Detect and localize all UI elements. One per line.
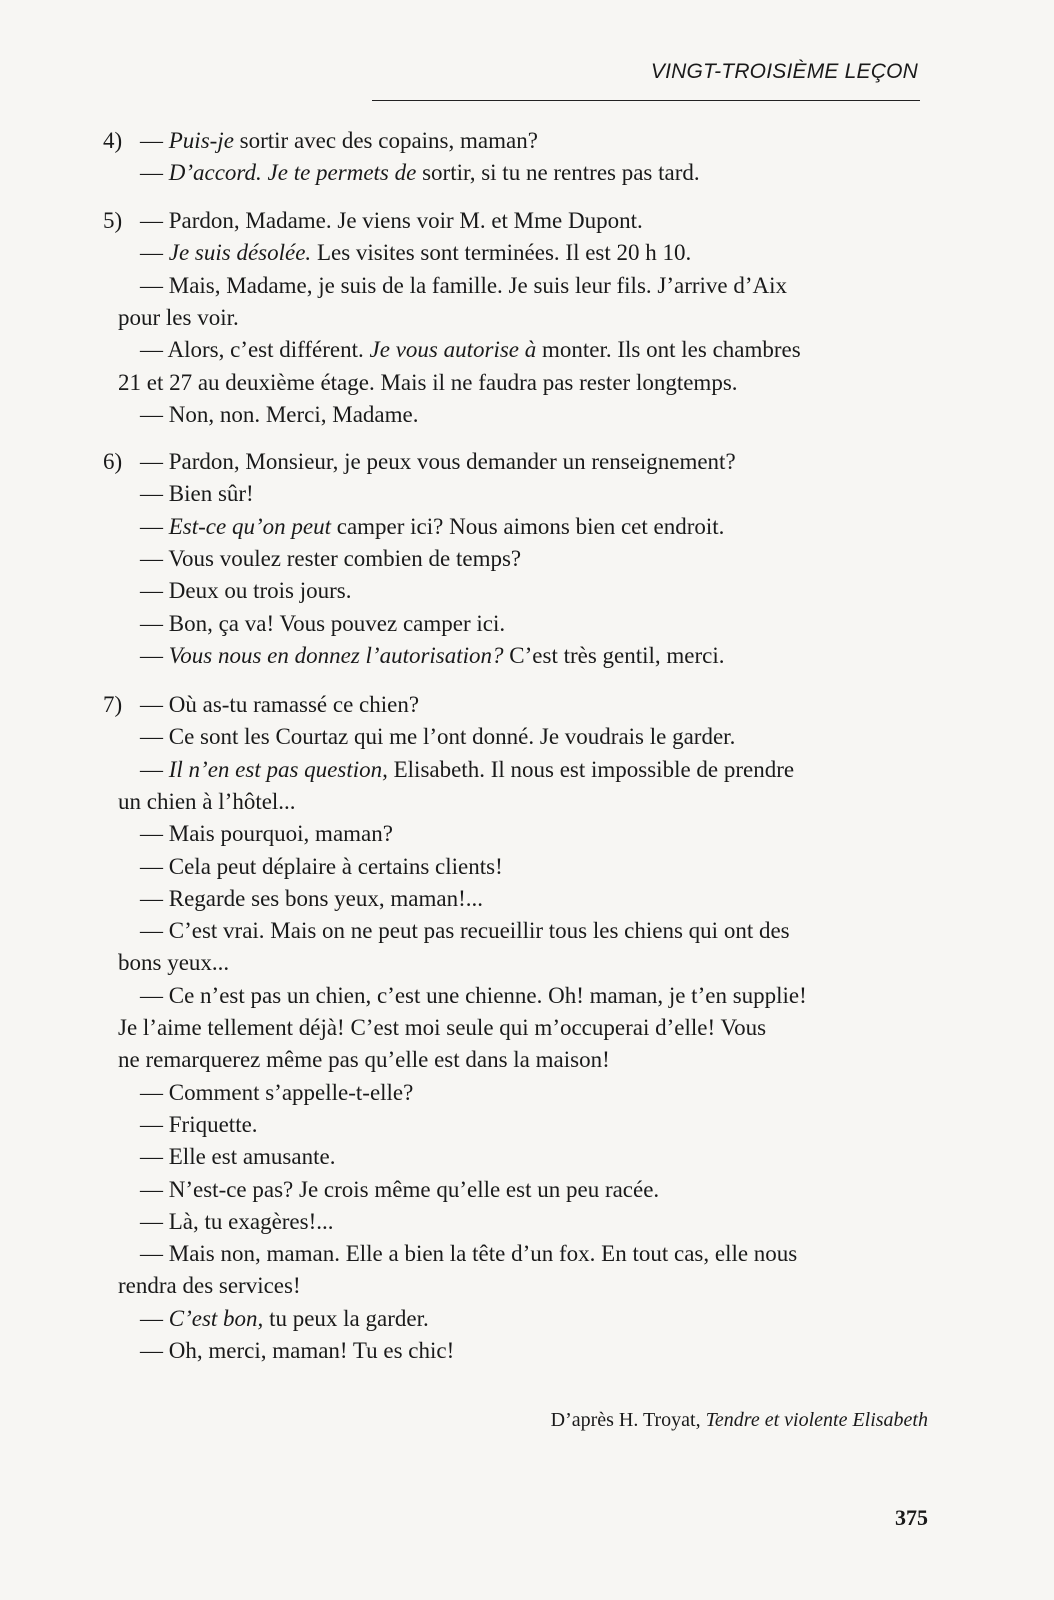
- text-run: Bien sûr!: [168, 481, 254, 507]
- dialogue-line: [140, 1338, 454, 1364]
- text-run: Mais pourquoi, maman?: [168, 821, 393, 847]
- text-run: Bon, ça va! Vous pouvez camper ici.: [168, 610, 506, 636]
- dialogue-continuation: un chien à l’hôtel...: [118, 788, 296, 814]
- dialogue-line: [140, 1209, 334, 1235]
- dialogue-continuation: pour les voir.: [118, 304, 239, 330]
- dialogue-line: [140, 1112, 258, 1138]
- text-run: monter. Ils ont les chambres: [536, 337, 801, 363]
- exercise-number: 6): [103, 449, 123, 474]
- dialogue-line: [140, 337, 801, 363]
- dialogue-dash: —: [140, 1144, 169, 1170]
- text-run: Friquette.: [168, 1111, 258, 1137]
- dialogue-dash: —: [140, 208, 169, 233]
- text-run: C’est vrai. Mais on ne peut pas recueillir tous les chiens qui ont des: [168, 918, 790, 944]
- dialogue-line: [140, 821, 393, 847]
- dialogue-continuation: rendra des services!: [118, 1273, 301, 1299]
- dialogue-dash: —: [140, 853, 169, 879]
- text-run: Cela peut déplaire à certains clients!: [168, 853, 503, 879]
- text-run: N’est-ce pas? Je crois même qu’elle est un peu racée.: [168, 1176, 660, 1202]
- dialogue-line: [140, 546, 521, 572]
- dialogue-line: [140, 757, 794, 783]
- dialogue-dash: —: [140, 513, 169, 539]
- dialogue-dash: —: [140, 337, 168, 363]
- dialogue-dash: —: [140, 885, 169, 911]
- dialogue-line: [140, 1306, 429, 1332]
- dialogue-line: [140, 160, 700, 186]
- dialogue-continuation: 21 et 27 au deuxième étage. Mais il ne faudra pas rester longtemps.: [118, 369, 738, 395]
- italic-phrase: C’est bon,: [168, 1305, 264, 1331]
- dialogue-line: [103, 692, 420, 718]
- attribution-work: Tendre et violente Elisabeth: [705, 1409, 928, 1431]
- dialogue-line: [140, 1144, 335, 1170]
- dialogue-dash: —: [140, 578, 169, 604]
- dialogue-dash: —: [140, 240, 169, 266]
- text-run: Là, tu exagères!...: [168, 1208, 334, 1234]
- dialogue-dash: —: [140, 1241, 169, 1267]
- text-run: Mais, Madame, je suis de la famille. Je suis leur fils. J’arrive d’Aix: [168, 272, 788, 298]
- text-run: Comment s’appelle-t-elle?: [168, 1079, 414, 1105]
- dialogue-dash: —: [140, 982, 169, 1008]
- text-run: Pardon, Monsieur, je peux vous demander un renseignement?: [168, 449, 736, 474]
- exercise-number: 5): [103, 208, 123, 233]
- dialogue-dash: —: [140, 128, 169, 153]
- dialogue-line: [140, 643, 725, 669]
- exercise-number: 4): [103, 128, 123, 153]
- text-run: Où as-tu ramassé ce chien?: [168, 692, 420, 717]
- text-run: Vous voulez rester combien de temps?: [168, 545, 522, 571]
- dialogue-dash: —: [140, 1079, 169, 1105]
- dialogue-dash: —: [140, 449, 169, 474]
- page-number: 375: [895, 1505, 928, 1530]
- text-run: Oh, merci, maman! Tu es chic!: [168, 1338, 455, 1363]
- italic-phrase: Je suis désolée.: [168, 240, 312, 266]
- text-run: Elisabeth. Il nous est impossible de prendre: [387, 756, 795, 782]
- dialogue-line: [103, 128, 538, 154]
- dialogue-line: [140, 1080, 413, 1106]
- dialogue-line: [140, 578, 351, 604]
- italic-phrase: Puis-je: [168, 128, 234, 153]
- attribution: [551, 1409, 928, 1432]
- dialogue-dash: —: [140, 692, 169, 717]
- dialogue-continuation: ne remarquerez même pas qu’elle est dans la maison!: [118, 1047, 610, 1073]
- text-run: Pardon, Madame. Je viens voir M. et Mme Dupont.: [168, 208, 643, 233]
- dialogue-line: [103, 208, 643, 234]
- dialogue-line: [140, 273, 787, 299]
- text-run: sortir, si tu ne rentres pas tard.: [416, 160, 700, 186]
- dialogue-line: [140, 240, 691, 266]
- text-run: tu peux la garder.: [263, 1305, 429, 1331]
- dialogue-continuation: Je l’aime tellement déjà! C’est moi seule qui m’occuperai d’elle! Vous: [118, 1015, 767, 1040]
- dialogue-dash: —: [140, 545, 169, 571]
- dialogue-line: [140, 1241, 797, 1267]
- text-run: Elle est amusante.: [168, 1144, 336, 1170]
- dialogue-dash: —: [140, 724, 169, 750]
- dialogue-dash: —: [140, 1208, 169, 1234]
- dialogue-dash: —: [140, 1111, 169, 1137]
- dialogue-continuation: bons yeux...: [118, 950, 230, 976]
- italic-phrase: Je vous autorise à: [369, 337, 537, 363]
- italic-phrase: Vous nous en donnez l’autorisation?: [168, 642, 504, 668]
- text-run: Alors, c’est différent.: [167, 337, 370, 363]
- dialogue-dash: —: [140, 1176, 169, 1202]
- dialogue-dash: —: [140, 1305, 169, 1331]
- dialogue-line: [140, 514, 724, 540]
- dialogue-dash: —: [140, 821, 169, 847]
- text-run: Les visites sont terminées. Il est 20 h 10.: [311, 240, 692, 266]
- dialogue-line: [140, 886, 483, 912]
- text-run: C’est très gentil, merci.: [503, 642, 725, 668]
- dialogue-dash: —: [140, 481, 169, 507]
- dialogue-line: [140, 611, 505, 637]
- text-run: sortir avec des copains, maman?: [233, 128, 538, 153]
- dialogue-line: [140, 1177, 659, 1203]
- dialogue-dash: —: [140, 610, 169, 636]
- text-run: Ce sont les Courtaz qui me l’ont donné. Je voudrais le garder.: [168, 724, 736, 750]
- dialogue-line: [140, 983, 807, 1009]
- text-run: Mais non, maman. Elle a bien la tête d’un fox. En tout cas, elle nous: [168, 1241, 798, 1267]
- text-run: Regarde ses bons yeux, maman!...: [168, 885, 484, 911]
- italic-phrase: Est-ce qu’on peut: [168, 513, 331, 539]
- dialogue-dash: —: [140, 272, 169, 298]
- italic-phrase: Il n’en est pas question,: [168, 756, 388, 782]
- running-header: [372, 60, 920, 101]
- header-title: VINGT-TROISIÈME LEÇON: [650, 60, 918, 83]
- dialogue-line: [140, 918, 790, 944]
- dialogue-line: [140, 402, 419, 428]
- exercise-number: 7): [103, 692, 123, 717]
- dialogue-dash: —: [140, 401, 169, 427]
- dialogue-dash: —: [140, 756, 169, 782]
- attribution-author: D’après H. Troyat,: [550, 1409, 706, 1431]
- dialogue-dash: —: [140, 918, 169, 944]
- dialogue-dash: —: [140, 160, 169, 186]
- dialogue-dash: —: [140, 642, 169, 668]
- dialogue-dash: —: [140, 1338, 169, 1363]
- italic-phrase: D’accord. Je te permets de: [168, 160, 417, 186]
- dialogue-line: [140, 724, 735, 750]
- dialogue-line: [103, 449, 736, 475]
- text-run: camper ici? Nous aimons bien cet endroit.: [330, 513, 725, 539]
- dialogue-line: [140, 854, 503, 880]
- text-run: Ce n’est pas un chien, c’est une chienne. Oh! maman, je t’en supplie!: [168, 982, 807, 1008]
- dialogue-line: [140, 481, 254, 507]
- text-run: Deux ou trois jours.: [168, 578, 352, 604]
- text-run: Non, non. Merci, Madame.: [168, 401, 419, 427]
